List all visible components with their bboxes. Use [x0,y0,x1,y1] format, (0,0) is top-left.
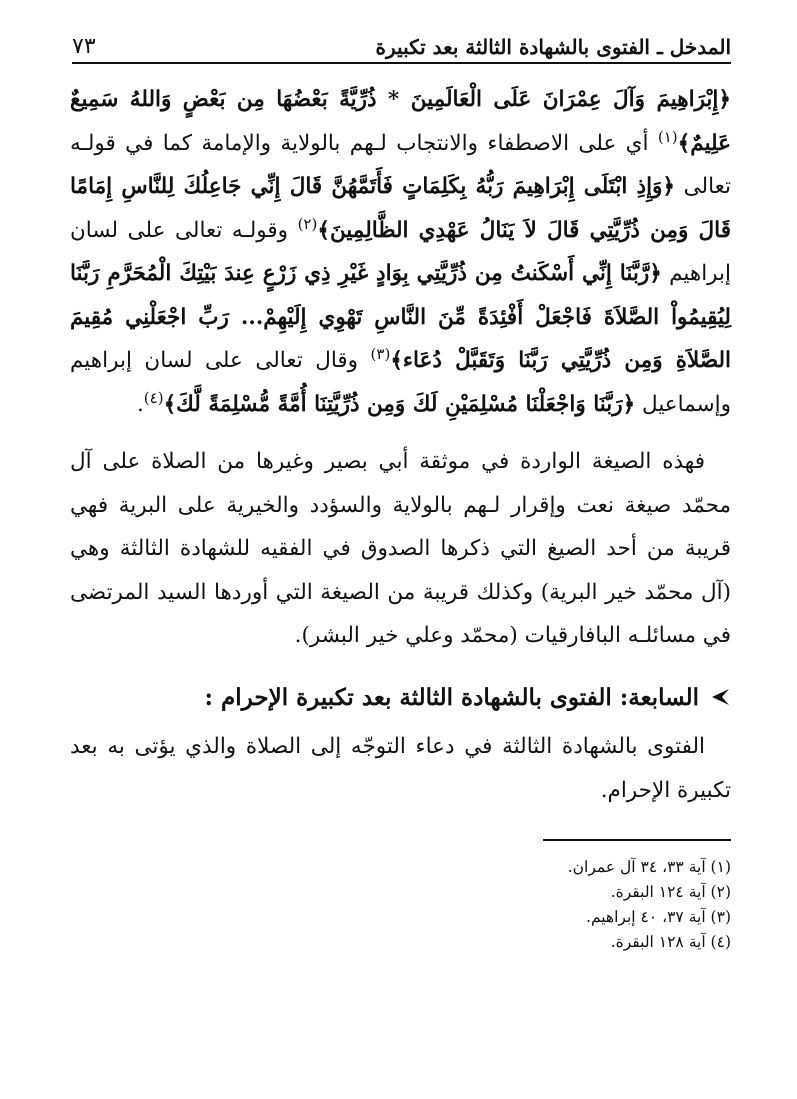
footnote-divider [543,839,731,841]
footnote-ref-4[interactable]: (٤) [143,388,164,407]
footnote-item: (٢) آية ١٢٤ البقرة. [610,883,731,901]
footnotes [311,855,731,955]
paragraph-commentary: فهذه الصيغة الواردة في موثقة أبي بصير وغيرها من الصلاة على آل محمّد صيغة نعت وإقرار لـهم بالولاية والسؤدد والخيرية على البرية فهي قريبة من أحد الصيغ التي ذكرها الصدوق في الفقيه للشهادة الثالثة وهي (آل محمّد خير البرية) وكذلك قريبة من الصيغة التي أوردها السيد المرتضى في مسائلـه البافارقيات (محمّد وعلي خير البشر). [70,449,731,648]
section-heading-text: السابعة: الفتوى بالشهادة الثالثة بعد تكبيرة الإحرام : [204,683,699,711]
section-heading [70,676,731,720]
footnote-item: (١) آية ٣٣، ٣٤ آل عمران. [567,858,731,876]
quran-verse-4: ﴿رَبَّنَا وَاجْعَلْنَا مُسْلِمَيْنِ لَكَ وَمِن ذُرِّيَّتِنَا أُمَّةً مُّسْلِمَةً لَّكَ﴾ [163,391,636,417]
footnote-ref-2[interactable]: (٢) [297,214,318,233]
paragraph-text: أي على الاصطفاء والانتجاب لـهم بالولاية والإمامة كما في قولـه تعالى [70,130,731,199]
quran-verse-2: ﴿وَإِذِ ابْتَلَى إِبْرَاهِيمَ رَبُّهُ بِكَلِمَاتٍ فَأَتَمَّهُنَّ قَالَ إِنِّي جَاعِلُكَ لِلنَّاسِ إِمَامًا قَالَ وَمِن ذُرِّيَّتِي قَالَ لاَ يَنَالُ عَهْدِي الظَّالِمِينَ﴾ [70,174,731,243]
footnote-item: (٣) آية ٣٧، ٤٠ إبراهيم. [586,908,731,926]
quran-verse-3: ﴿رَّبَّنَا إِنِّي أَسْكَنتُ مِن ذُرِّيَّتِي بِوَادٍ غَيْرِ ذِي زَرْعٍ عِندَ بَيْتِكَ الْمُحَرَّمِ رَبَّنَا لِيُقِيمُواْ الصَّلاَةَ فَاجْعَلْ أَفْئِدَةً مِّنَ النَّاسِ تَهْوِي إِلَيْهِمْ... رَبِّ اجْعَلْنِي مُقِيمَ الصَّلاَةِ وَمِن ذُرِّيَّتِي رَبَّنَا وَتَقَبَّلْ دُعَاء﴾ [70,261,731,373]
paragraph-text: وقال تعالى على لسان إبراهيم وإسماعيل [70,348,731,417]
header-title: المدخل ـ الفتوى بالشهادة الثالثة بعد تكبيرة [375,35,731,59]
quran-verse-1: ﴿إِبْرَاهِيمَ وَآلَ عِمْرَانَ عَلَى الْعَالَمِينَ * ذُرِّيَّةً بَعْضُهَا مِن بَعْضٍ وَاللهُ سَمِيعٌ عَلِيمٌ﴾ [70,87,731,156]
paragraph-text: وقولـه تعالى على لسان إبراهيم [70,217,731,286]
paragraph-quranic-citations [70,78,731,426]
page-number: ٧٣ [72,34,96,59]
arrow-bullet-icon [709,686,731,708]
paragraph-text: . [136,391,144,417]
footnote-ref-1[interactable]: (١) [657,127,678,146]
footnote-item: (٤) آية ١٢٨ البقرة. [610,933,731,951]
footnote-ref-3[interactable]: (٣) [370,344,391,363]
paragraph-section-body: الفتوى بالشهادة الثالثة في دعاء التوجّه إلى الصلاة والذي يؤتى به بعد تكبيرة الإحرام. [70,734,731,803]
main-text [70,78,731,812]
running-header [72,28,731,64]
